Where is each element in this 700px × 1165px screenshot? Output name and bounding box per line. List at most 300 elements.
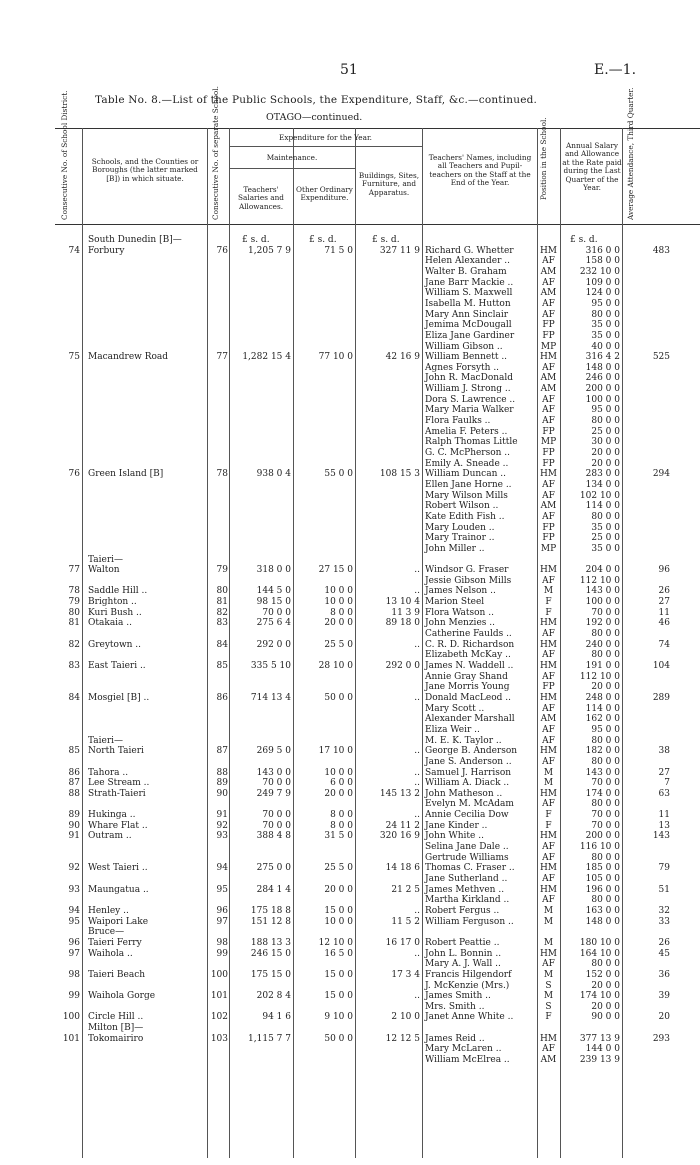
teachers-salaries: 275 6 4 — [256, 618, 291, 629]
attendance: 63 — [658, 788, 670, 799]
teacher-name: William Gibson .. — [425, 341, 503, 352]
annual-salary: 377 13 9 — [579, 1033, 620, 1044]
header-schools: Schools, and the Counties or Boroughs (the latter marked [B]) in which situate. — [91, 157, 199, 183]
school-name: Taieri— — [88, 735, 124, 746]
teacher-name: Donald MacLeod .. — [425, 692, 511, 703]
teacher-name: William McElrea .. — [425, 1055, 510, 1066]
teacher-name: Dora S. Lawrence .. — [425, 394, 516, 405]
teacher-name: William J. Strong .. — [425, 384, 511, 395]
other-expenditure: 10 0 0 — [324, 916, 353, 927]
teacher-name: Samuel J. Harrison — [425, 767, 512, 778]
position: AM — [540, 266, 557, 277]
header-rule — [229, 168, 355, 169]
teacher-name: Kate Edith Fish .. — [425, 511, 505, 522]
attendance: 51 — [658, 884, 670, 895]
annual-salary: 185 0 0 — [585, 863, 620, 874]
school-name: Whare Flat .. — [88, 820, 148, 831]
position: AF — [542, 756, 555, 767]
other-expenditure: 20 0 0 — [324, 884, 353, 895]
other-expenditure: 15 0 0 — [324, 905, 353, 916]
position: M — [543, 969, 554, 980]
annual-salary: 30 0 0 — [591, 437, 620, 448]
attendance: 11 — [658, 607, 670, 618]
lsd-label: £ s. d. — [570, 235, 598, 245]
position: HM — [539, 469, 558, 480]
position: HM — [539, 863, 558, 874]
position: AF — [542, 309, 555, 320]
other-expenditure: 77 10 0 — [318, 352, 353, 363]
position: AF — [542, 277, 555, 288]
district-no: 79 — [68, 597, 80, 608]
school-no: 79 — [216, 565, 228, 576]
position: HM — [539, 661, 558, 671]
teacher-name: M. E. K. Taylor .. — [425, 735, 502, 746]
teachers-salaries: 1,282 15 4 — [242, 352, 291, 363]
position: FP — [542, 330, 555, 341]
district-no: 96 — [68, 937, 80, 948]
attendance: 96 — [658, 565, 670, 576]
header-other-expenditure: Other Ordinary Expenditure. — [296, 185, 353, 203]
annual-salary: 148 0 0 — [585, 916, 620, 927]
buildings-cost: .. — [414, 565, 420, 576]
attendance: 13 — [658, 820, 670, 831]
school-no: 89 — [216, 778, 228, 789]
annual-salary: 204 0 0 — [585, 565, 620, 576]
school-no: 92 — [216, 820, 228, 831]
teacher-name: Mary Louden .. — [425, 522, 495, 533]
position: FP — [542, 458, 555, 469]
annual-salary: 124 0 0 — [585, 288, 620, 299]
annual-salary: 283 0 0 — [585, 469, 620, 480]
col-rule — [82, 128, 83, 1158]
teacher-name: Annie Gray Shand — [425, 671, 508, 682]
district-no: 78 — [68, 586, 80, 597]
attendance: 289 — [652, 692, 670, 703]
position: AF — [542, 703, 555, 714]
attendance: 45 — [658, 948, 670, 959]
teacher-name: Mary Trainor .. — [425, 533, 495, 544]
annual-salary: 70 0 0 — [591, 607, 620, 618]
annual-salary: 95 0 0 — [591, 724, 620, 735]
district-no: 101 — [62, 1033, 80, 1044]
school-name: Waihola Gorge — [88, 991, 156, 1002]
school-no: 85 — [216, 661, 228, 671]
district-no: 77 — [68, 565, 80, 576]
teachers-salaries: 70 0 0 — [262, 820, 291, 831]
school-name: Milton [B]— — [88, 1023, 144, 1034]
district-no: 75 — [68, 352, 80, 363]
position: F — [545, 810, 552, 821]
attendance: 483 — [652, 245, 670, 256]
teachers-salaries: 151 12 8 — [250, 916, 291, 927]
district-no: 87 — [68, 778, 80, 789]
school-name: Taieri Beach — [88, 969, 146, 980]
other-expenditure: 20 0 0 — [324, 788, 353, 799]
attendance: 20 — [658, 1012, 670, 1023]
buildings-cost: .. — [414, 746, 420, 757]
teacher-name: Windsor G. Fraser — [425, 565, 509, 576]
district-no: 76 — [68, 469, 80, 480]
school-no: 83 — [216, 618, 228, 629]
annual-salary: 80 0 0 — [591, 959, 620, 970]
position: AF — [542, 511, 555, 522]
other-expenditure: 9 10 0 — [324, 1012, 353, 1023]
teachers-salaries: 202 8 4 — [256, 991, 291, 1002]
school-no: 88 — [216, 767, 228, 778]
attendance: 74 — [658, 639, 670, 650]
position: HM — [539, 692, 558, 703]
other-expenditure: 12 10 0 — [318, 937, 353, 948]
position: M — [543, 916, 554, 927]
school-name: East Taieri .. — [88, 661, 146, 671]
teacher-name: Mary A. J. Wall .. — [425, 959, 501, 970]
district-no: 100 — [62, 1012, 80, 1023]
annual-salary: 20 0 0 — [591, 1001, 620, 1012]
attendance: 104 — [652, 661, 670, 671]
teacher-name: Jane Morris Young — [425, 682, 510, 693]
position: HM — [539, 565, 558, 576]
buildings-cost: 42 16 9 — [385, 352, 420, 363]
other-expenditure: 27 15 0 — [318, 565, 353, 576]
district-no: 99 — [68, 991, 80, 1002]
position: FP — [542, 426, 555, 437]
teacher-name: Walter B. Graham — [425, 266, 507, 277]
buildings-cost: 108 15 3 — [379, 469, 420, 480]
teacher-name: William Bennett .. — [425, 352, 508, 363]
position: AF — [542, 362, 555, 373]
attendance: 38 — [658, 746, 670, 757]
buildings-cost: .. — [414, 692, 420, 703]
annual-salary: 196 0 0 — [585, 884, 620, 895]
school-no: 94 — [216, 863, 228, 874]
position: M — [543, 778, 554, 789]
teacher-name: Flora Faulks .. — [425, 416, 491, 427]
school-no: 87 — [216, 746, 228, 757]
position: AF — [542, 959, 555, 970]
buildings-cost: .. — [414, 767, 420, 778]
lsd-label: £ s. d. — [372, 235, 400, 245]
buildings-cost: 11 5 2 — [391, 916, 420, 927]
position: AF — [542, 842, 555, 853]
annual-salary: 80 0 0 — [591, 629, 620, 640]
teachers-salaries: 335 5 10 — [250, 661, 291, 671]
teacher-name: Catherine Faulds .. — [425, 629, 512, 640]
position: AF — [542, 575, 555, 586]
teachers-salaries: 292 0 0 — [256, 639, 291, 650]
position: HM — [539, 1033, 558, 1044]
buildings-cost: .. — [414, 991, 420, 1002]
annual-salary: 143 0 0 — [585, 767, 620, 778]
school-no: 90 — [216, 788, 228, 799]
teacher-name: Helen Alexander .. — [425, 256, 510, 267]
school-name: Macandrew Road — [88, 352, 169, 363]
annual-salary: 114 0 0 — [585, 501, 620, 512]
teacher-name: James Reid .. — [425, 1033, 485, 1044]
annual-salary: 25 0 0 — [591, 533, 620, 544]
teacher-name: C. R. D. Richardson — [425, 639, 515, 650]
teachers-salaries: 249 7 9 — [256, 788, 291, 799]
annual-salary: 80 0 0 — [591, 309, 620, 320]
teacher-name: Richard G. Whetter — [425, 245, 514, 256]
position: MP — [540, 543, 557, 554]
district-no: 89 — [68, 810, 80, 821]
teachers-salaries: 938 0 4 — [256, 469, 291, 480]
attendance: 26 — [658, 586, 670, 597]
other-expenditure: 10 0 0 — [324, 586, 353, 597]
teacher-name: James Smith .. — [425, 991, 491, 1002]
school-name: Strath-Taieri — [88, 788, 146, 799]
other-expenditure: 31 5 0 — [324, 831, 353, 842]
header-expenditure: Expenditure for the Year. — [279, 133, 372, 142]
position: MP — [540, 341, 557, 352]
school-no: 99 — [216, 948, 228, 959]
school-name: Forbury — [88, 245, 125, 256]
annual-salary: 239 13 9 — [579, 1055, 620, 1066]
attendance: 39 — [658, 991, 670, 1002]
annual-salary: 109 0 0 — [585, 277, 620, 288]
annual-salary: 112 10 0 — [579, 671, 620, 682]
annual-salary: 163 0 0 — [585, 905, 620, 916]
header-top-rule — [55, 128, 700, 129]
position: HM — [539, 746, 558, 757]
annual-salary: 114 0 0 — [585, 703, 620, 714]
buildings-cost: 320 16 9 — [379, 831, 420, 842]
buildings-cost: 2 10 0 — [391, 1012, 420, 1023]
position: AF — [542, 629, 555, 640]
school-name: Maungatua .. — [88, 884, 149, 895]
teachers-salaries: 714 13 4 — [250, 692, 291, 703]
teacher-name: Robert Fergus .. — [425, 905, 500, 916]
annual-salary: 316 4 2 — [585, 352, 620, 363]
other-expenditure: 16 5 0 — [324, 948, 353, 959]
position: AF — [542, 799, 555, 810]
header-school-no: Consecutive No. of separate School. — [211, 86, 220, 220]
teacher-name: William S. Maxwell — [425, 288, 513, 299]
teacher-name: Jane Sutherland .. — [425, 874, 508, 884]
annual-salary: 80 0 0 — [591, 799, 620, 810]
position: FP — [542, 533, 555, 544]
teachers-salaries: 70 0 0 — [262, 810, 291, 821]
position: AF — [542, 394, 555, 405]
annual-salary: 143 0 0 — [585, 586, 620, 597]
teachers-salaries: 70 0 0 — [262, 778, 291, 789]
attendance: 11 — [658, 810, 670, 821]
position: AF — [542, 650, 555, 661]
teacher-name: James Methven .. — [425, 884, 505, 895]
school-no: 102 — [210, 1012, 228, 1023]
teacher-name: Isabella M. Hutton — [425, 298, 511, 309]
other-expenditure: 50 0 0 — [324, 692, 353, 703]
district-no: 95 — [68, 916, 80, 927]
annual-salary: 80 0 0 — [591, 895, 620, 906]
annual-salary: 90 0 0 — [591, 1012, 620, 1023]
school-no: 97 — [216, 916, 228, 927]
school-no: 78 — [216, 469, 228, 480]
other-expenditure: 8 0 0 — [330, 810, 353, 821]
teacher-name: Thomas C. Fraser .. — [425, 863, 515, 874]
buildings-cost: 89 18 0 — [385, 618, 420, 629]
header-rule — [229, 146, 422, 147]
school-no: 101 — [210, 991, 228, 1002]
teacher-name: Jane S. Anderson .. — [425, 756, 512, 767]
annual-salary: 100 0 0 — [585, 597, 620, 608]
attendance: 7 — [664, 778, 670, 789]
position: AM — [540, 373, 557, 384]
teacher-name: James N. Waddell .. — [425, 661, 514, 671]
annual-salary: 164 10 0 — [579, 948, 620, 959]
other-expenditure: 55 0 0 — [324, 469, 353, 480]
annual-salary: 70 0 0 — [591, 820, 620, 831]
teacher-name: Flora Watson .. — [425, 607, 494, 618]
attendance: 79 — [658, 863, 670, 874]
attendance: 36 — [658, 969, 670, 980]
position: FP — [542, 682, 555, 693]
teacher-name: Mrs. Smith .. — [425, 1001, 485, 1012]
header-teachers-salaries: Teachers' Salaries and Allowances. — [238, 185, 284, 211]
position: AF — [542, 298, 555, 309]
annual-salary: 240 0 0 — [585, 639, 620, 650]
attendance: 143 — [652, 831, 670, 842]
school-name: Waipori Lake — [88, 916, 149, 927]
school-name: North Taieri — [88, 746, 144, 757]
school-no: 76 — [216, 245, 228, 256]
attendance: 294 — [652, 469, 670, 480]
teachers-salaries: 269 5 0 — [256, 746, 291, 757]
teacher-name: Martha Kirkland .. — [425, 895, 510, 906]
district-no: 82 — [68, 639, 80, 650]
teacher-name: Gertrude Williams — [425, 852, 509, 863]
teachers-salaries: 246 15 0 — [250, 948, 291, 959]
school-no: 84 — [216, 639, 228, 650]
teacher-name: Eliza Weir .. — [425, 724, 480, 735]
attendance: 293 — [652, 1033, 670, 1044]
position: AF — [542, 256, 555, 267]
school-name: Saddle Hill .. — [88, 586, 148, 597]
col-rule — [422, 128, 423, 1158]
position: MP — [540, 437, 557, 448]
buildings-cost: 16 17 0 — [385, 937, 420, 948]
school-name: South Dunedin [B]— — [88, 235, 182, 245]
teachers-salaries: 388 4 8 — [256, 831, 291, 842]
teacher-name: Elizabeth McKay .. — [425, 650, 511, 661]
annual-salary: 20 0 0 — [591, 448, 620, 458]
buildings-cost: 11 3 9 — [391, 607, 420, 618]
school-name: Otakaia .. — [88, 618, 133, 629]
position: AF — [542, 852, 555, 863]
buildings-cost: .. — [414, 905, 420, 916]
buildings-cost: 13 10 4 — [385, 597, 420, 608]
school-no: 80 — [216, 586, 228, 597]
teacher-name: Eliza Jane Gardiner — [425, 330, 515, 341]
district-no: 83 — [68, 661, 80, 671]
teachers-salaries: 175 15 0 — [250, 969, 291, 980]
position: AF — [542, 490, 555, 501]
position: AM — [540, 384, 557, 395]
teacher-name: Evelyn M. McAdam — [425, 799, 514, 810]
position: HM — [539, 618, 558, 629]
position: M — [543, 905, 554, 916]
annual-salary: 80 0 0 — [591, 852, 620, 863]
school-name: Bruce— — [88, 927, 125, 938]
teachers-salaries: 284 1 4 — [256, 884, 291, 895]
teacher-name: Robert Wilson .. — [425, 501, 499, 512]
teacher-name: Mary McLaren .. — [425, 1044, 502, 1055]
district-no: 93 — [68, 884, 80, 895]
annual-salary: 80 0 0 — [591, 756, 620, 767]
school-name: Greytown .. — [88, 639, 142, 650]
other-expenditure: 15 0 0 — [324, 991, 353, 1002]
district-no: 98 — [68, 969, 80, 980]
school-name: Kuri Bush .. — [88, 607, 142, 618]
annual-salary: 174 10 0 — [579, 991, 620, 1002]
teacher-name: John Menzies .. — [425, 618, 495, 629]
annual-salary: 95 0 0 — [591, 298, 620, 309]
teachers-salaries: 144 5 0 — [256, 586, 291, 597]
other-expenditure: 8 0 0 — [330, 820, 353, 831]
position: F — [545, 1012, 552, 1023]
annual-salary: 246 0 0 — [585, 373, 620, 384]
buildings-cost: 17 3 4 — [391, 969, 420, 980]
teacher-name: Annie Cecilia Dow — [425, 810, 509, 821]
school-no: 93 — [216, 831, 228, 842]
header-bottom-rule — [55, 224, 700, 225]
position: AF — [542, 735, 555, 746]
teacher-name: Agnes Forsyth .. — [425, 362, 500, 373]
annual-salary: 25 0 0 — [591, 426, 620, 437]
teacher-name: William Ferguson .. — [425, 916, 514, 927]
annual-salary: 200 0 0 — [585, 384, 620, 395]
school-no: 96 — [216, 905, 228, 916]
other-expenditure: 25 5 0 — [324, 639, 353, 650]
annual-salary: 100 0 0 — [585, 394, 620, 405]
buildings-cost: 327 11 9 — [379, 245, 420, 256]
teachers-salaries: 1,115 7 7 — [248, 1033, 291, 1044]
district-no: 90 — [68, 820, 80, 831]
district-no: 80 — [68, 607, 80, 618]
school-name: Green Island [B] — [88, 469, 164, 480]
position: AM — [540, 714, 557, 725]
position: AF — [542, 724, 555, 735]
annual-salary: 70 0 0 — [591, 778, 620, 789]
other-expenditure: 17 10 0 — [318, 746, 353, 757]
annual-salary: 248 0 0 — [585, 692, 620, 703]
position: F — [545, 820, 552, 831]
annual-salary: 35 0 0 — [591, 330, 620, 341]
school-name: Circle Hill .. — [88, 1012, 144, 1023]
position: AF — [542, 416, 555, 427]
district-no: 84 — [68, 692, 80, 703]
position: M — [543, 937, 554, 948]
annual-salary: 116 10 0 — [579, 842, 620, 853]
district-no: 74 — [68, 245, 80, 256]
teacher-name: James Nelson .. — [425, 586, 496, 597]
header-maintenance: Maintenance. — [266, 153, 318, 162]
annual-salary: 40 0 0 — [591, 341, 620, 352]
other-expenditure: 28 10 0 — [318, 661, 353, 671]
header-district: Consecutive No. of School District. — [60, 90, 69, 220]
annual-salary: 80 0 0 — [591, 650, 620, 661]
school-name: Tahora .. — [88, 767, 129, 778]
school-no: 81 — [216, 597, 228, 608]
teacher-name: Mary Scott .. — [425, 703, 485, 714]
header-position: Position in the School. — [539, 117, 548, 200]
district-no: 92 — [68, 863, 80, 874]
annual-salary: 20 0 0 — [591, 682, 620, 693]
school-no: 95 — [216, 884, 228, 895]
annual-salary: 102 10 0 — [579, 490, 620, 501]
teacher-name: Francis Hilgendorf — [425, 969, 512, 980]
annual-salary: 105 0 0 — [585, 874, 620, 884]
